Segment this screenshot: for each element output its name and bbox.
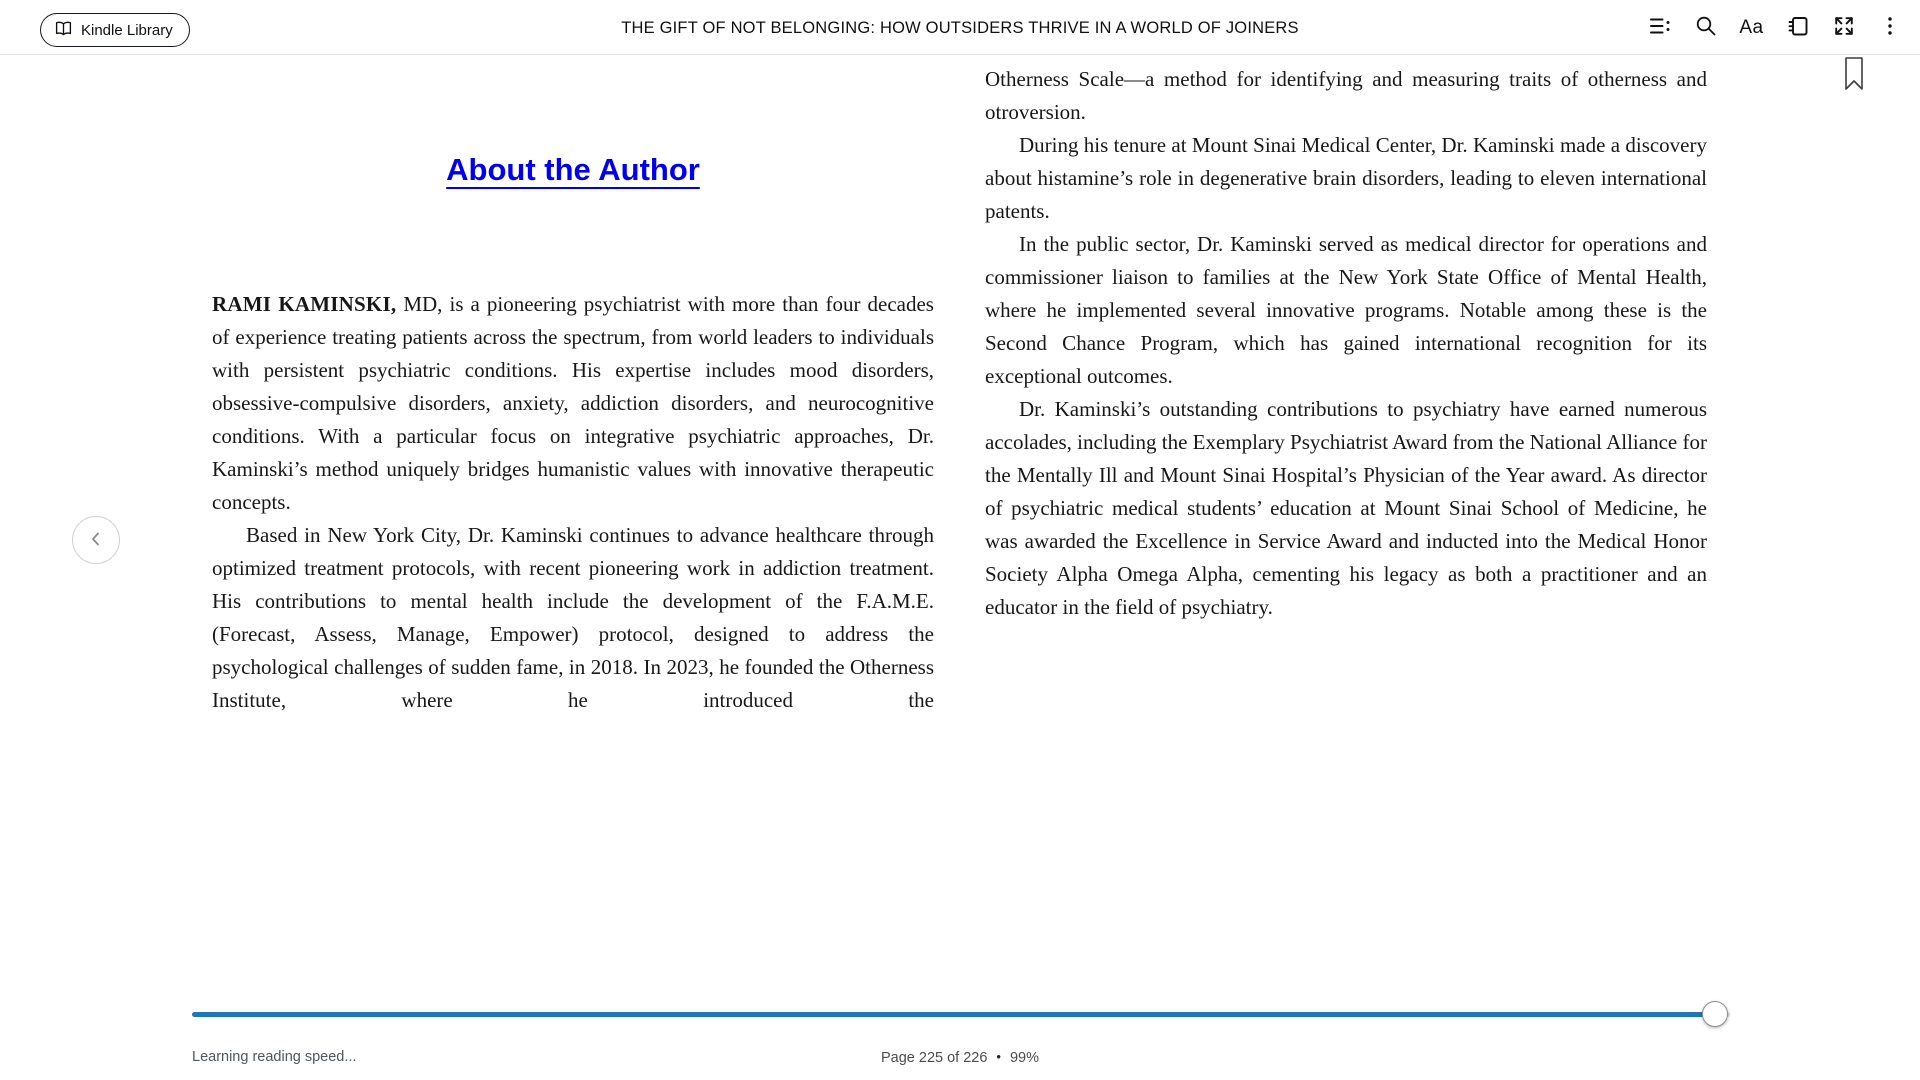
fullscreen-expand-icon (1832, 14, 1856, 41)
fullscreen-button[interactable] (1831, 15, 1856, 40)
top-toolbar (0, 0, 1920, 55)
page-info (0, 1049, 1920, 1066)
chevron-left-icon (85, 528, 107, 553)
bookmark-button[interactable] (1842, 57, 1866, 93)
author-bio-paragraph-2: Based in New York City, Dr. Kaminski continues to advance healthcare through optimized treatment protocols, with recent pioneering work in addiction treatment. His contributions to mental health include the development of the F.A.M.E. (Forecast, Assess, Manage, Empower) protocol, designed to address the psychological challenges of sudden fame, in 2018. In 2023, he founded the Otherness Institute, where he introduced the (212, 523, 934, 712)
about-author-heading[interactable]: About the Author (446, 152, 700, 187)
book-title: THE GIFT OF NOT BELONGING: HOW OUTSIDERS THRIVE IN A WORLD OF JOINERS (621, 19, 1299, 37)
reading-speed-status: Learning reading speed... (192, 1049, 357, 1065)
progress-fill (192, 1012, 1715, 1017)
progress-knob[interactable] (1702, 1001, 1728, 1027)
previous-page-button[interactable] (72, 516, 120, 564)
layout-button[interactable] (1785, 15, 1810, 40)
author-bio-paragraph-3: Otherness Scale—a method for identifying and measuring traits of otherness and otroversion. (985, 67, 1707, 124)
right-text-column (985, 63, 1707, 624)
reading-progress-slider[interactable] (192, 1011, 1730, 1017)
font-settings-button[interactable] (1739, 15, 1764, 40)
author-bio-paragraph-6: Dr. Kaminski’s outstanding contributions to psychiatry have earned numerous accolades, including the Exemplary Psychiatrist Award from the National Alliance for the Mentally Ill and Mount Sinai Hospital’s Physician of the Year award. As director of psychiatric medical students’ education at Mount Sinai School of Medicine, he was awarded the Excellence in Service Award and inducted into the Medical Honor Society Alpha Omega Alpha, cementing his legacy as both a practitioner and an educator in the field of psychiatry. (985, 397, 1707, 619)
toc-notes-icon (1648, 14, 1672, 41)
page-label: Page 225 of 226 (880, 1050, 988, 1066)
author-bio-paragraph-4: During his tenure at Mount Sinai Medical Center, Dr. Kaminski made a discovery about histamine’s role in degenerative brain disorders, leading to eleven international patents. (985, 133, 1707, 223)
more-options-button[interactable] (1877, 15, 1902, 40)
author-name-lead: RAMI KAMINSKI, (212, 292, 397, 316)
toolbar-actions (1647, 0, 1902, 55)
page-layout-icon (1786, 14, 1810, 41)
separator-dot: • (996, 1049, 1001, 1064)
search-icon (1694, 14, 1718, 41)
search-button[interactable] (1693, 15, 1718, 40)
kindle-library-label: Kindle Library (81, 21, 173, 39)
notebook-button[interactable] (1647, 15, 1672, 40)
font-settings-label: Aa (1739, 16, 1764, 38)
author-bio-paragraph-1-rest: MD, is a pioneering psychiatrist with more than four decades of experience treating patients across the spectrum, from world leaders to individuals with persistent psychiatric conditions. His expertise includes mood disorders, obsessive-compulsive disorders, anxiety, addiction disorders, and neurocognitive conditions. With a particular focus on integrative psychiatric approaches, Dr. Kaminski’s method uniquely bridges humanistic values with innovative therapeutic concepts. (212, 292, 934, 514)
author-bio-paragraph-1 (212, 288, 934, 519)
kebab-menu-icon (1878, 14, 1902, 41)
author-bio-paragraph-5: In the public sector, Dr. Kaminski served as medical director for operations and commissioner liaison to families at the New York State Office of Mental Health, where he implemented several innovative programs. Notable among these is the Second Chance Program, which has gained international recognition for its exceptional outcomes. (985, 232, 1707, 388)
percent-label: 99% (1009, 1050, 1040, 1066)
bookmark-icon (1842, 81, 1866, 96)
left-text-column (212, 288, 934, 717)
